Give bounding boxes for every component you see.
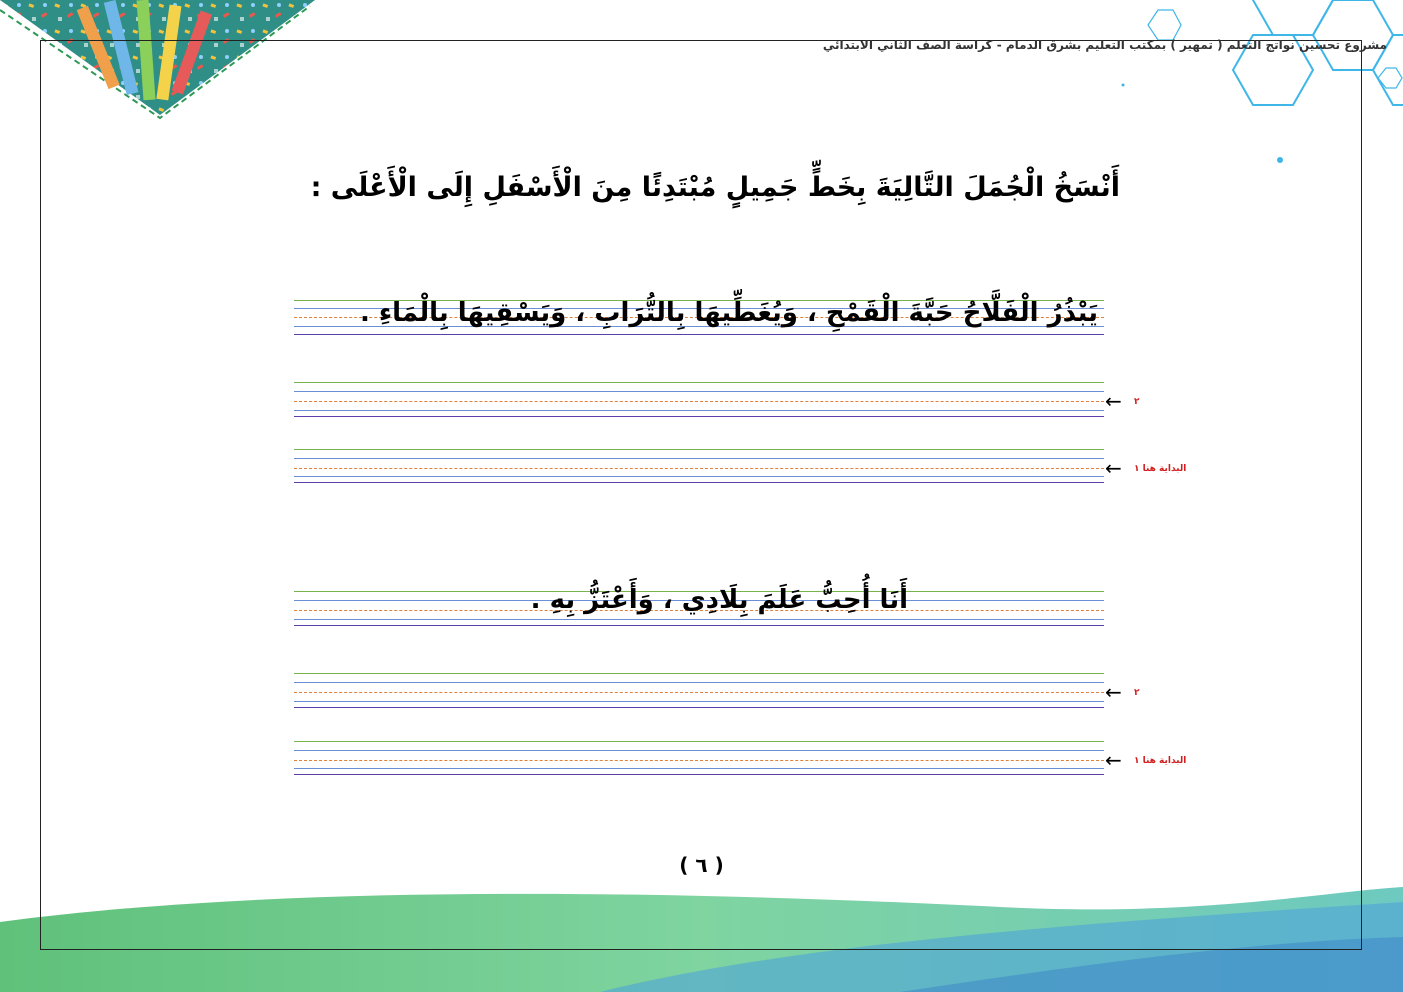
- model-sentence-1: يَبْذُرُ الْفَلَّاحُ حَبَّةَ الْقَمْحِ ، وَيُغَطِّيهَا بِالتُّرَابِ ، وَيَسْقِيهَا بِالْمَاءِ .: [359, 298, 1098, 328]
- model-sentence-2: أَنَا أُحِبُّ عَلَمَ بِلَادِي ، وَأَعْتَزُّ بِهِ .: [530, 585, 908, 615]
- writing-line-2-1[interactable]: [294, 741, 1104, 781]
- pencils-corner-decoration: [0, 0, 330, 125]
- start-here-label: البداية هنا ١: [1134, 756, 1187, 766]
- line-label-2: ٢: [1134, 688, 1140, 698]
- arrow-icon: ←: [1105, 389, 1122, 413]
- writing-line-2-2[interactable]: [294, 673, 1104, 713]
- arrow-icon: ←: [1105, 748, 1122, 772]
- hexagon-decoration: [983, 0, 1403, 170]
- arrow-icon: ←: [1105, 680, 1122, 704]
- line-label-2: ٢: [1134, 397, 1140, 407]
- instruction-text: أَنْسَخُ الْجُمَلَ التَّالِيَةَ بِخَطٍّ جَمِيلٍ مُبْتَدِئًا مِنَ الْأَسْفَلِ إِلَى الْأَعْلَى :: [310, 172, 1120, 203]
- bottom-wave-decoration: [0, 882, 1403, 992]
- page-number: ( ٦ ): [679, 853, 724, 877]
- writing-line-1-2[interactable]: [294, 382, 1104, 422]
- model-lines-1: [294, 300, 1104, 340]
- model-lines-2: [294, 585, 1104, 631]
- arrow-icon: ←: [1105, 456, 1122, 480]
- header-title: مشروع تحسين نواتج التعلم ( تمهير ) بمكتب التعليم بشرق الدمام - كراسة الصف الثاني الابتدائي: [822, 38, 1387, 52]
- writing-line-1-1[interactable]: [294, 449, 1104, 489]
- start-here-label: البداية هنا ١: [1134, 464, 1187, 474]
